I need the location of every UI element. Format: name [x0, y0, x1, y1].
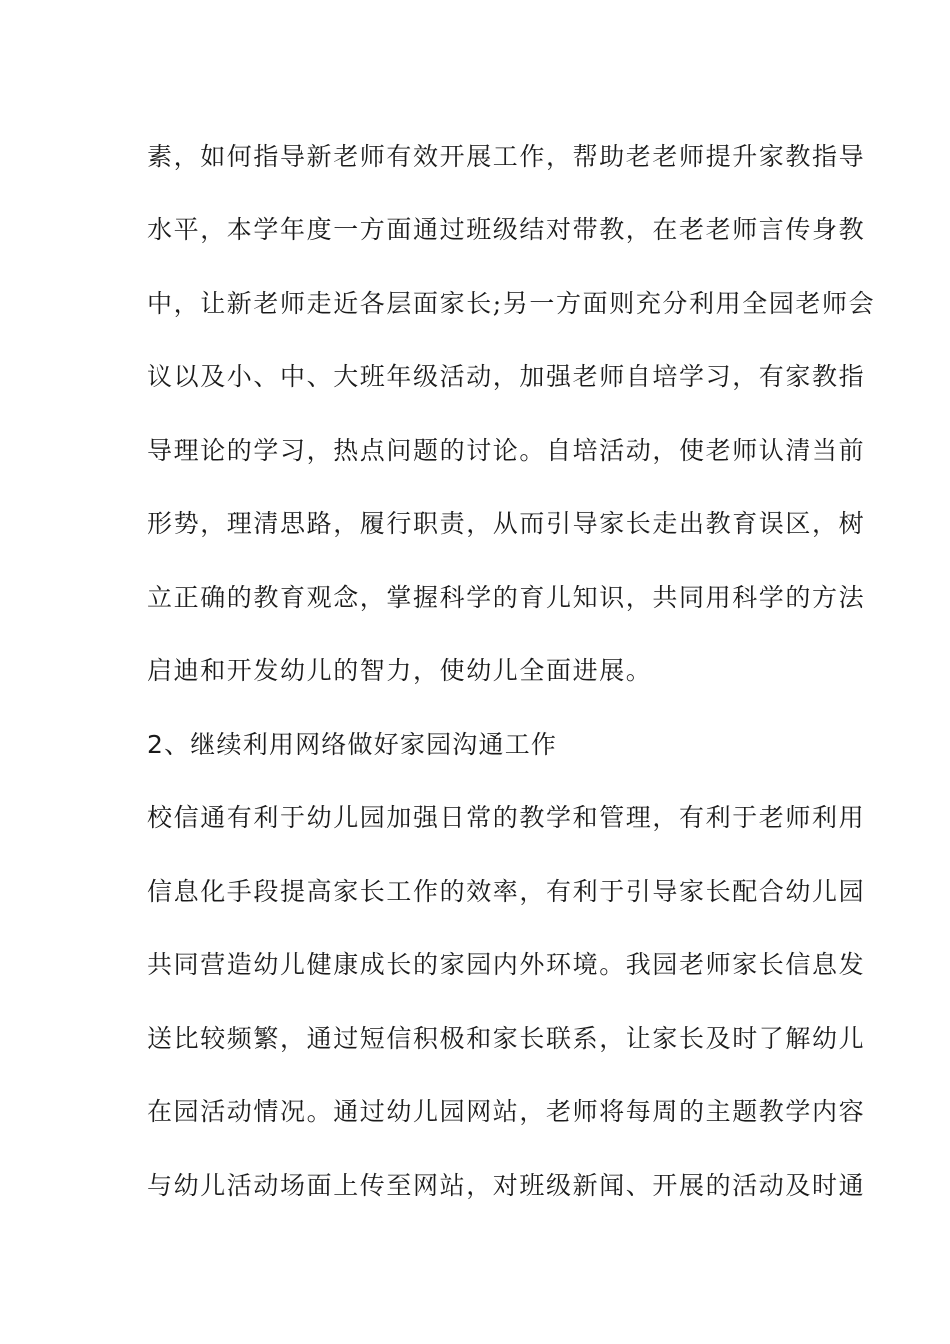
paragraph-line: 校信通有利于幼儿园加强日常的教学和管理，有利于老师利用	[147, 803, 866, 832]
paragraph-line: 中，让新老师走近各层面家长;另一方面则充分利用全园老师会	[147, 289, 876, 318]
paragraph-line: 启迪和开发幼儿的智力，使幼儿全面进展。	[147, 656, 653, 685]
paragraph-line: 在园活动情况。通过幼儿园网站，老师将每周的主题教学内容	[147, 1097, 866, 1126]
section-heading: 2、继续利用网络做好家园沟通工作	[147, 730, 558, 759]
paragraph-line: 议以及小、中、大班年级活动，加强老师自培学习，有家教指	[147, 362, 866, 391]
paragraph-line: 导理论的学习，热点问题的讨论。自培活动，使老师认清当前	[147, 436, 866, 465]
paragraph-line: 与幼儿活动场面上传至网站，对班级新闻、开展的活动及时通	[147, 1171, 866, 1200]
paragraph-line: 信息化手段提高家长工作的效率，有利于引导家长配合幼儿园	[147, 877, 866, 906]
paragraph-line: 形势，理清思路，履行职责，从而引导家长走出教育误区，树	[147, 509, 866, 538]
paragraph-line: 水平，本学年度一方面通过班级结对带教，在老老师言传身教	[147, 215, 866, 244]
paragraph-line: 送比较频繁，通过短信积极和家长联系，让家长及时了解幼儿	[147, 1024, 866, 1053]
paragraph-line: 素，如何指导新老师有效开展工作，帮助老老师提升家教指导	[147, 142, 866, 171]
paragraph-line: 共同营造幼儿健康成长的家园内外环境。我园老师家长信息发	[147, 950, 866, 979]
paragraph-line: 立正确的教育观念，掌握科学的育儿知识，共同用科学的方法	[147, 583, 866, 612]
